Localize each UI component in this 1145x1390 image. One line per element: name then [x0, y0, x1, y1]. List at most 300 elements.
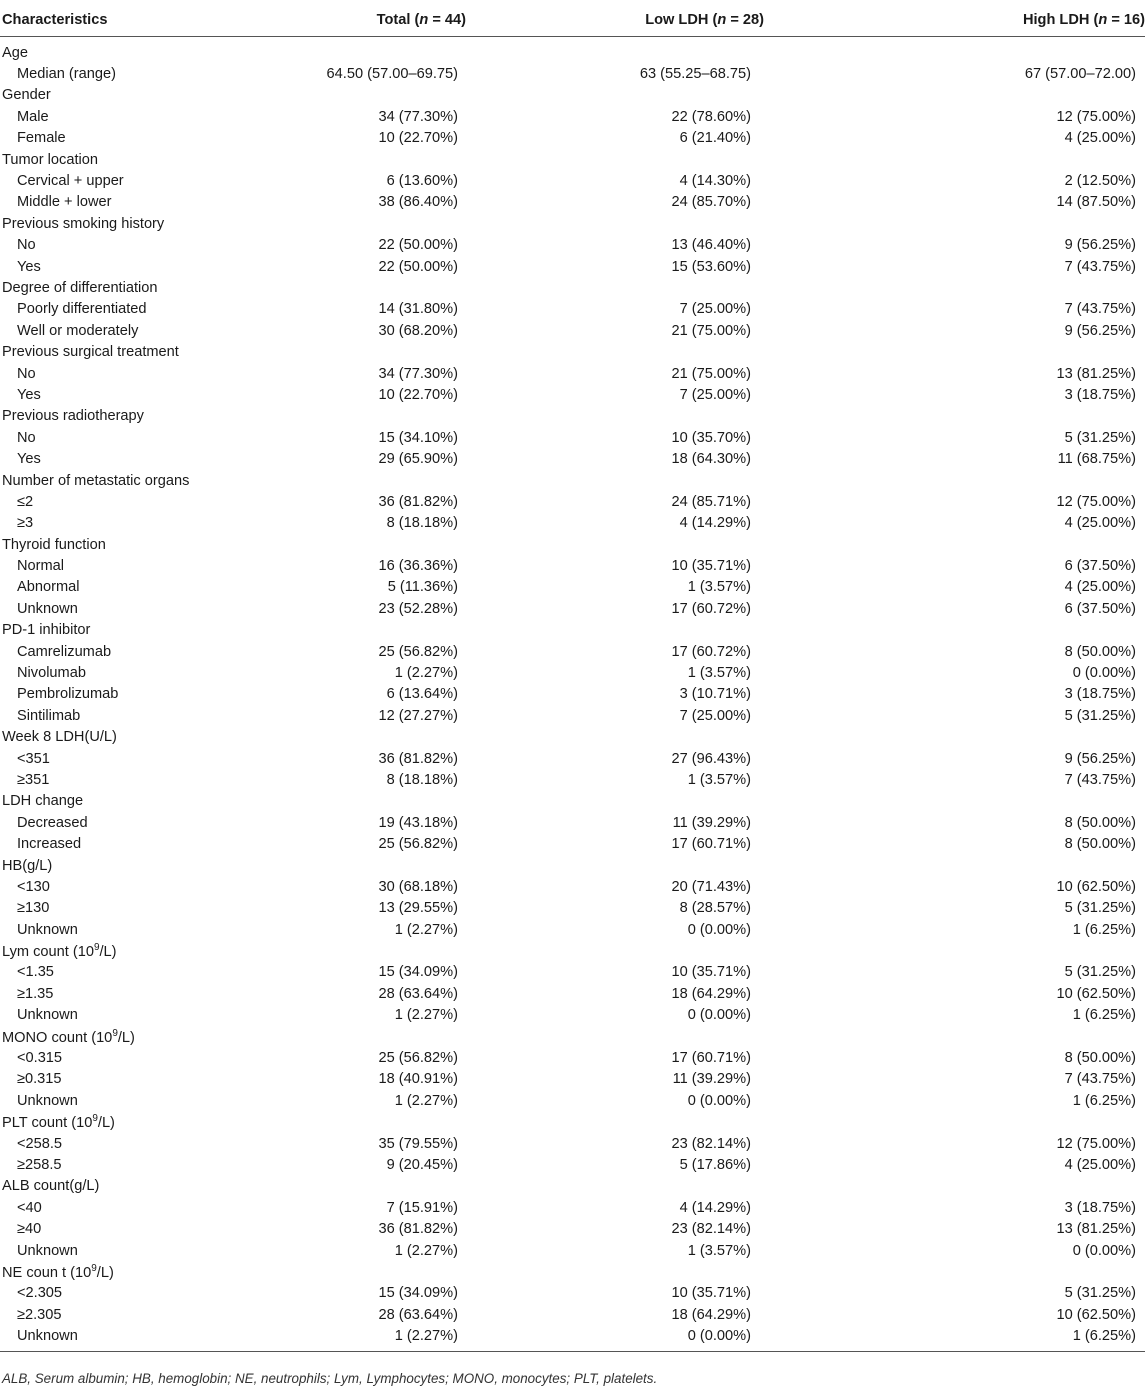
unit-text: /L): [97, 1115, 115, 1132]
total-value: 14 (31.80%): [378, 301, 458, 318]
row-label: [0, 598, 240, 619]
row-label: [0, 876, 240, 897]
low-ldh-value: 23 (82.14%): [671, 1221, 751, 1238]
table-row: [0, 641, 1145, 662]
low-ldh-value: 3 (10.71%): [679, 686, 751, 703]
header-high-ldh: High LDH (n = 16): [845, 4, 1145, 37]
high-ldh-value: 4 (25.00%): [1064, 1157, 1136, 1173]
table-row: [0, 170, 1145, 191]
low-ldh-value: 10 (35.71%): [671, 558, 751, 575]
row-label: [0, 235, 240, 256]
high-ldh-value: [845, 37, 1145, 64]
total-value: 13 (29.55%): [378, 900, 458, 917]
row-label: [0, 192, 240, 213]
low-ldh-value: [545, 855, 845, 876]
low-ldh-value: 15 (53.60%): [671, 258, 751, 275]
total-value: 8 (18.18%): [386, 515, 458, 532]
label-text: Yes: [17, 386, 41, 403]
category-label: [0, 37, 240, 64]
low-ldh-value: [545, 277, 845, 298]
table-row: [0, 1283, 1145, 1304]
total-value: 29 (65.90%): [378, 451, 458, 468]
table-row: [0, 299, 1145, 320]
high-ldh-value: 5 (31.25%): [1064, 900, 1136, 917]
high-ldh-value: 12 (75.00%): [1056, 108, 1136, 125]
low-ldh-value: [545, 534, 845, 555]
total-value: [240, 470, 545, 491]
label-text: ≥1.35: [17, 985, 54, 1002]
low-ldh-value: 23 (82.14%): [671, 1135, 751, 1152]
category-row: [0, 341, 1145, 362]
total-value: 12 (27.27%): [378, 707, 458, 724]
table-row: [0, 598, 1145, 619]
table-row: [0, 983, 1145, 1004]
category-row: [0, 213, 1145, 234]
table-row: [0, 812, 1145, 833]
row-label: [0, 384, 240, 405]
label-text: PLT count (10: [2, 1115, 93, 1132]
table-row: [0, 448, 1145, 469]
total-value: [240, 855, 545, 876]
table-row: [0, 876, 1145, 897]
category-label: [0, 855, 240, 876]
row-label: [0, 491, 240, 512]
high-ldh-value: 5 (31.25%): [1064, 964, 1136, 981]
label-text: ≥0.315: [17, 1071, 62, 1088]
row-label: [0, 898, 240, 919]
low-ldh-value: 1 (3.57%): [687, 665, 751, 682]
high-ldh-value: 8 (50.00%): [1064, 814, 1136, 831]
label-text: ALB count(g/L): [2, 1178, 100, 1195]
row-label: [0, 363, 240, 384]
low-ldh-value: [545, 1112, 845, 1133]
category-label: [0, 1026, 240, 1047]
high-ldh-value: 1 (6.25%): [1072, 1007, 1136, 1024]
label-text: ≥351: [17, 771, 50, 788]
total-value: 6 (13.60%): [386, 173, 458, 190]
low-ldh-value: [545, 1176, 845, 1197]
high-ldh-value: 3 (18.75%): [1064, 686, 1136, 703]
high-ldh-value: 9 (56.25%): [1064, 322, 1136, 339]
category-row: [0, 149, 1145, 170]
category-row: [0, 470, 1145, 491]
high-ldh-value: [845, 940, 1145, 961]
label-text: Unknown: [17, 1007, 78, 1024]
low-ldh-value: 18 (64.29%): [671, 985, 751, 1002]
low-ldh-value: [545, 213, 845, 234]
row-label: [0, 1154, 240, 1175]
high-ldh-value: 10 (62.50%): [1056, 1306, 1136, 1323]
high-ldh-value: 5 (31.25%): [1064, 707, 1136, 724]
total-value: 10 (22.70%): [378, 130, 458, 147]
high-ldh-value: [845, 1176, 1145, 1197]
label-text: Pembrolizumab: [17, 686, 119, 703]
row-label: [0, 256, 240, 277]
exponent: 9: [112, 1027, 118, 1039]
total-value: 35 (79.55%): [378, 1135, 458, 1152]
total-value: [240, 213, 545, 234]
high-ldh-value: [845, 277, 1145, 298]
total-value: [240, 727, 545, 748]
label-text: Unknown: [17, 1092, 78, 1109]
high-ldh-value: 6 (37.50%): [1064, 558, 1136, 575]
table-body: [0, 37, 1145, 1352]
table-row: [0, 1047, 1145, 1068]
low-ldh-value: 24 (85.71%): [671, 493, 751, 510]
label-text: Cervical + upper: [17, 173, 124, 190]
low-ldh-value: 1 (3.57%): [687, 771, 751, 788]
row-label: [0, 1005, 240, 1026]
label-text: Increased: [17, 836, 82, 853]
high-ldh-value: 7 (43.75%): [1064, 301, 1136, 318]
high-ldh-value: [845, 1112, 1145, 1133]
low-ldh-value: 17 (60.71%): [671, 1050, 751, 1067]
table-row: [0, 513, 1145, 534]
low-ldh-value: 17 (60.72%): [671, 643, 751, 660]
low-ldh-value: 13 (46.40%): [671, 237, 751, 254]
row-label: [0, 1047, 240, 1068]
table-row: [0, 1197, 1145, 1218]
low-ldh-value: 7 (25.00%): [679, 386, 751, 403]
low-ldh-value: 8 (28.57%): [679, 900, 751, 917]
row-label: [0, 1240, 240, 1261]
category-row: [0, 1261, 1145, 1282]
header-characteristics: Characteristics: [0, 4, 240, 37]
low-ldh-value: [545, 1026, 845, 1047]
row-label: [0, 1283, 240, 1304]
label-text: Previous radiotherapy: [2, 408, 144, 425]
label-text: Female: [17, 130, 66, 147]
high-ldh-value: 11 (68.75%): [1057, 451, 1136, 468]
label-text: ≥130: [17, 900, 50, 917]
category-label: [0, 534, 240, 555]
category-label: [0, 213, 240, 234]
low-ldh-value: 1 (3.57%): [687, 1242, 751, 1259]
low-ldh-value: 4 (14.29%): [679, 515, 751, 532]
low-ldh-value: [545, 341, 845, 362]
total-value: [240, 277, 545, 298]
low-ldh-value: 7 (25.00%): [679, 301, 751, 318]
table-row: [0, 1240, 1145, 1261]
total-value: 23 (52.28%): [378, 600, 458, 617]
total-value: [240, 406, 545, 427]
label-text: Well or moderately: [17, 322, 139, 339]
total-value: 1 (2.27%): [240, 1325, 545, 1351]
high-ldh-value: 12 (75.00%): [1056, 493, 1136, 510]
row-label: [0, 812, 240, 833]
row-label: [0, 705, 240, 726]
high-ldh-value: 10 (62.50%): [1056, 878, 1136, 895]
row-label: [0, 962, 240, 983]
total-value: 25 (56.82%): [378, 836, 458, 853]
category-label: [0, 149, 240, 170]
row-label: [0, 513, 240, 534]
total-value: 10 (22.70%): [378, 386, 458, 403]
category-row: [0, 37, 1145, 64]
table-footnote: ALB, Serum albumin; HB, hemoglobin; NE, neutrophils; Lym, Lymphocytes; MONO, monocytes; PLT, platelets.: [2, 1371, 658, 1386]
category-row: [0, 1176, 1145, 1197]
row-label: [0, 1325, 240, 1351]
label-text: ≥3: [17, 515, 34, 532]
total-value: 1 (2.27%): [394, 921, 458, 938]
high-ldh-value: 9 (56.25%): [1064, 750, 1136, 767]
low-ldh-value: [545, 149, 845, 170]
high-ldh-value: 7 (43.75%): [1064, 771, 1136, 788]
row-label: [0, 555, 240, 576]
total-value: 25 (56.82%): [378, 643, 458, 660]
row-label: [0, 128, 240, 149]
total-value: 15 (34.09%): [378, 1285, 458, 1302]
category-row: [0, 1026, 1145, 1047]
table-row: [0, 235, 1145, 256]
label-text: No: [17, 365, 36, 382]
row-label: [0, 833, 240, 854]
row-label: [0, 1069, 240, 1090]
total-value: 64.50 (57.00–69.75): [326, 66, 458, 83]
label-text: Camrelizumab: [17, 643, 112, 660]
table-row: [0, 1133, 1145, 1154]
high-ldh-value: [845, 470, 1145, 491]
table-row: [0, 1154, 1145, 1175]
low-ldh-value: 17 (60.71%): [671, 836, 751, 853]
category-row: [0, 620, 1145, 641]
low-ldh-value: 5 (17.86%): [679, 1157, 751, 1173]
label-text: <351: [17, 750, 50, 767]
low-ldh-value: 7 (25.00%): [679, 707, 751, 724]
exponent: 9: [91, 1263, 97, 1275]
label-text: Middle + lower: [17, 194, 112, 211]
category-row: [0, 791, 1145, 812]
low-ldh-value: 11 (39.29%): [672, 1071, 751, 1088]
row-label: [0, 577, 240, 598]
low-ldh-value: 0 (0.00%): [545, 1325, 845, 1351]
total-value: 1 (2.27%): [394, 1007, 458, 1024]
label-text: Previous surgical treatment: [2, 344, 179, 361]
table-row: [0, 256, 1145, 277]
table-row: [0, 898, 1145, 919]
high-ldh-value: [845, 620, 1145, 641]
high-ldh-value: 8 (50.00%): [1064, 1050, 1136, 1067]
high-ldh-value: 2 (12.50%): [1064, 173, 1136, 190]
total-value: [240, 1176, 545, 1197]
high-ldh-value: 3 (18.75%): [1064, 1199, 1136, 1216]
category-label: [0, 470, 240, 491]
label-text: <2.305: [17, 1285, 63, 1302]
high-ldh-value: 7 (43.75%): [1064, 1071, 1136, 1088]
total-value: 6 (13.64%): [386, 686, 458, 703]
total-value: 18 (40.91%): [378, 1071, 458, 1088]
label-text: Age: [2, 44, 28, 61]
characteristics-table: [0, 4, 1145, 1352]
total-value: [240, 940, 545, 961]
label-text: <1.35: [17, 964, 54, 981]
table-row: [0, 919, 1145, 940]
high-ldh-value: 1 (6.25%): [1072, 1092, 1136, 1109]
label-text: Previous smoking history: [2, 215, 165, 232]
table-row: [0, 1069, 1145, 1090]
label-text: MONO count (10: [2, 1029, 113, 1046]
table-row: [0, 1218, 1145, 1239]
high-ldh-value: [845, 1026, 1145, 1047]
high-ldh-value: [845, 534, 1145, 555]
table-row: [0, 684, 1145, 705]
total-value: [240, 1026, 545, 1047]
row-label: [0, 684, 240, 705]
label-text: Yes: [17, 451, 41, 468]
header-low-ldh: Low LDH (n = 28): [545, 4, 845, 37]
label-text: Poorly differentiated: [17, 301, 147, 318]
low-ldh-value: 4 (14.30%): [679, 173, 751, 190]
label-text: Sintilimab: [17, 707, 81, 724]
total-value: 7 (15.91%): [386, 1199, 458, 1216]
label-text: HB(g/L): [2, 857, 53, 874]
total-value: [240, 37, 545, 64]
high-ldh-value: 5 (31.25%): [1064, 1285, 1136, 1302]
row-label: [0, 641, 240, 662]
label-text: Abnormal: [17, 579, 80, 596]
total-value: 1 (2.27%): [394, 1092, 458, 1109]
low-ldh-value: 17 (60.72%): [671, 600, 751, 617]
table-row: [0, 384, 1145, 405]
total-value: [240, 534, 545, 555]
total-value: 9 (20.45%): [386, 1157, 458, 1173]
high-ldh-value: 8 (50.00%): [1064, 836, 1136, 853]
header-row: [0, 4, 1145, 37]
total-value: 8 (18.18%): [386, 771, 458, 788]
total-value: 19 (43.18%): [378, 814, 458, 831]
table-row: [0, 491, 1145, 512]
table-row: [0, 769, 1145, 790]
category-label: [0, 1112, 240, 1133]
category-label: [0, 620, 240, 641]
label-text: Lym count (10: [2, 944, 94, 961]
table-row: [0, 1090, 1145, 1111]
exponent: 9: [93, 942, 100, 954]
category-row: [0, 406, 1145, 427]
label-text: Gender: [2, 87, 51, 104]
low-ldh-value: 18 (64.29%): [671, 1306, 751, 1323]
low-ldh-value: 24 (85.70%): [671, 194, 751, 211]
category-label: [0, 85, 240, 106]
total-value: [240, 341, 545, 362]
low-ldh-value: 11 (39.29%): [672, 814, 751, 831]
low-ldh-value: [545, 727, 845, 748]
row-label: [0, 983, 240, 1004]
total-value: 16 (36.36%): [378, 558, 458, 575]
high-ldh-value: 8 (50.00%): [1064, 643, 1136, 660]
category-label: [0, 1261, 240, 1282]
label-text: LDH change: [2, 793, 84, 810]
total-value: 22 (50.00%): [378, 237, 458, 254]
low-ldh-value: 0 (0.00%): [687, 921, 751, 938]
label-text: Nivolumab: [17, 665, 86, 682]
table-row: [0, 577, 1145, 598]
total-value: 15 (34.10%): [378, 429, 458, 446]
total-value: 28 (63.64%): [378, 1306, 458, 1323]
high-ldh-value: [845, 341, 1145, 362]
unit-text: /L): [117, 1029, 135, 1046]
high-ldh-value: 3 (18.75%): [1064, 386, 1136, 403]
category-row: [0, 855, 1145, 876]
row-label: [0, 1133, 240, 1154]
total-value: 1 (2.27%): [394, 1242, 458, 1259]
high-ldh-value: 9 (56.25%): [1064, 237, 1136, 254]
low-ldh-value: 0 (0.00%): [687, 1092, 751, 1109]
total-value: 22 (50.00%): [378, 258, 458, 275]
high-ldh-value: 6 (37.50%): [1064, 600, 1136, 617]
label-text: Tumor location: [2, 151, 98, 168]
low-ldh-value: [545, 620, 845, 641]
total-value: 25 (56.82%): [378, 1050, 458, 1067]
high-ldh-value: 7 (43.75%): [1064, 258, 1136, 275]
total-value: [240, 620, 545, 641]
total-value: 1 (2.27%): [394, 665, 458, 682]
low-ldh-value: 6 (21.40%): [679, 130, 751, 147]
low-ldh-value: 18 (64.30%): [671, 451, 751, 468]
label-text: Week 8 LDH(U/L): [2, 729, 117, 746]
label-text: NE coun t (10: [2, 1264, 92, 1281]
table-row: [0, 705, 1145, 726]
category-label: [0, 277, 240, 298]
table-row: [0, 128, 1145, 149]
label-text: Thyroid function: [2, 536, 106, 553]
total-value: 15 (34.09%): [378, 964, 458, 981]
category-row: [0, 727, 1145, 748]
label-text: Normal: [17, 558, 65, 575]
low-ldh-value: 20 (71.43%): [671, 878, 751, 895]
row-label: [0, 299, 240, 320]
low-ldh-value: [545, 940, 845, 961]
label-text: PD-1 inhibitor: [2, 622, 91, 639]
label-text: Unknown: [17, 921, 78, 938]
high-ldh-value: 4 (25.00%): [1064, 515, 1136, 532]
high-ldh-value: 0 (0.00%): [1072, 665, 1136, 682]
table-row: [0, 192, 1145, 213]
table-row: [0, 320, 1145, 341]
high-ldh-value: 12 (75.00%): [1056, 1135, 1136, 1152]
high-ldh-value: [845, 149, 1145, 170]
row-label: [0, 662, 240, 683]
table-row: [0, 662, 1145, 683]
row-label: [0, 1304, 240, 1325]
high-ldh-value: [845, 85, 1145, 106]
low-ldh-value: [545, 37, 845, 64]
label-text: Degree of differentiation: [2, 279, 158, 296]
category-label: [0, 341, 240, 362]
label-text: <130: [17, 878, 50, 895]
row-label: [0, 1218, 240, 1239]
low-ldh-value: 0 (0.00%): [687, 1007, 751, 1024]
label-text: <258.5: [17, 1135, 63, 1152]
high-ldh-value: 5 (31.25%): [1064, 429, 1136, 446]
table-row: [0, 63, 1145, 84]
total-value: [240, 85, 545, 106]
total-value: 28 (63.64%): [378, 985, 458, 1002]
total-value: 34 (77.30%): [378, 108, 458, 125]
label-text: No: [17, 429, 36, 446]
category-label: [0, 727, 240, 748]
high-ldh-value: 10 (62.50%): [1056, 985, 1136, 1002]
low-ldh-value: [545, 1261, 845, 1282]
high-ldh-value: [845, 727, 1145, 748]
total-value: 38 (86.40%): [378, 194, 458, 211]
table-row: [0, 962, 1145, 983]
low-ldh-value: 10 (35.71%): [671, 964, 751, 981]
total-value: 34 (77.30%): [378, 365, 458, 382]
row-label: [0, 1197, 240, 1218]
low-ldh-value: [545, 791, 845, 812]
category-row: [0, 534, 1145, 555]
